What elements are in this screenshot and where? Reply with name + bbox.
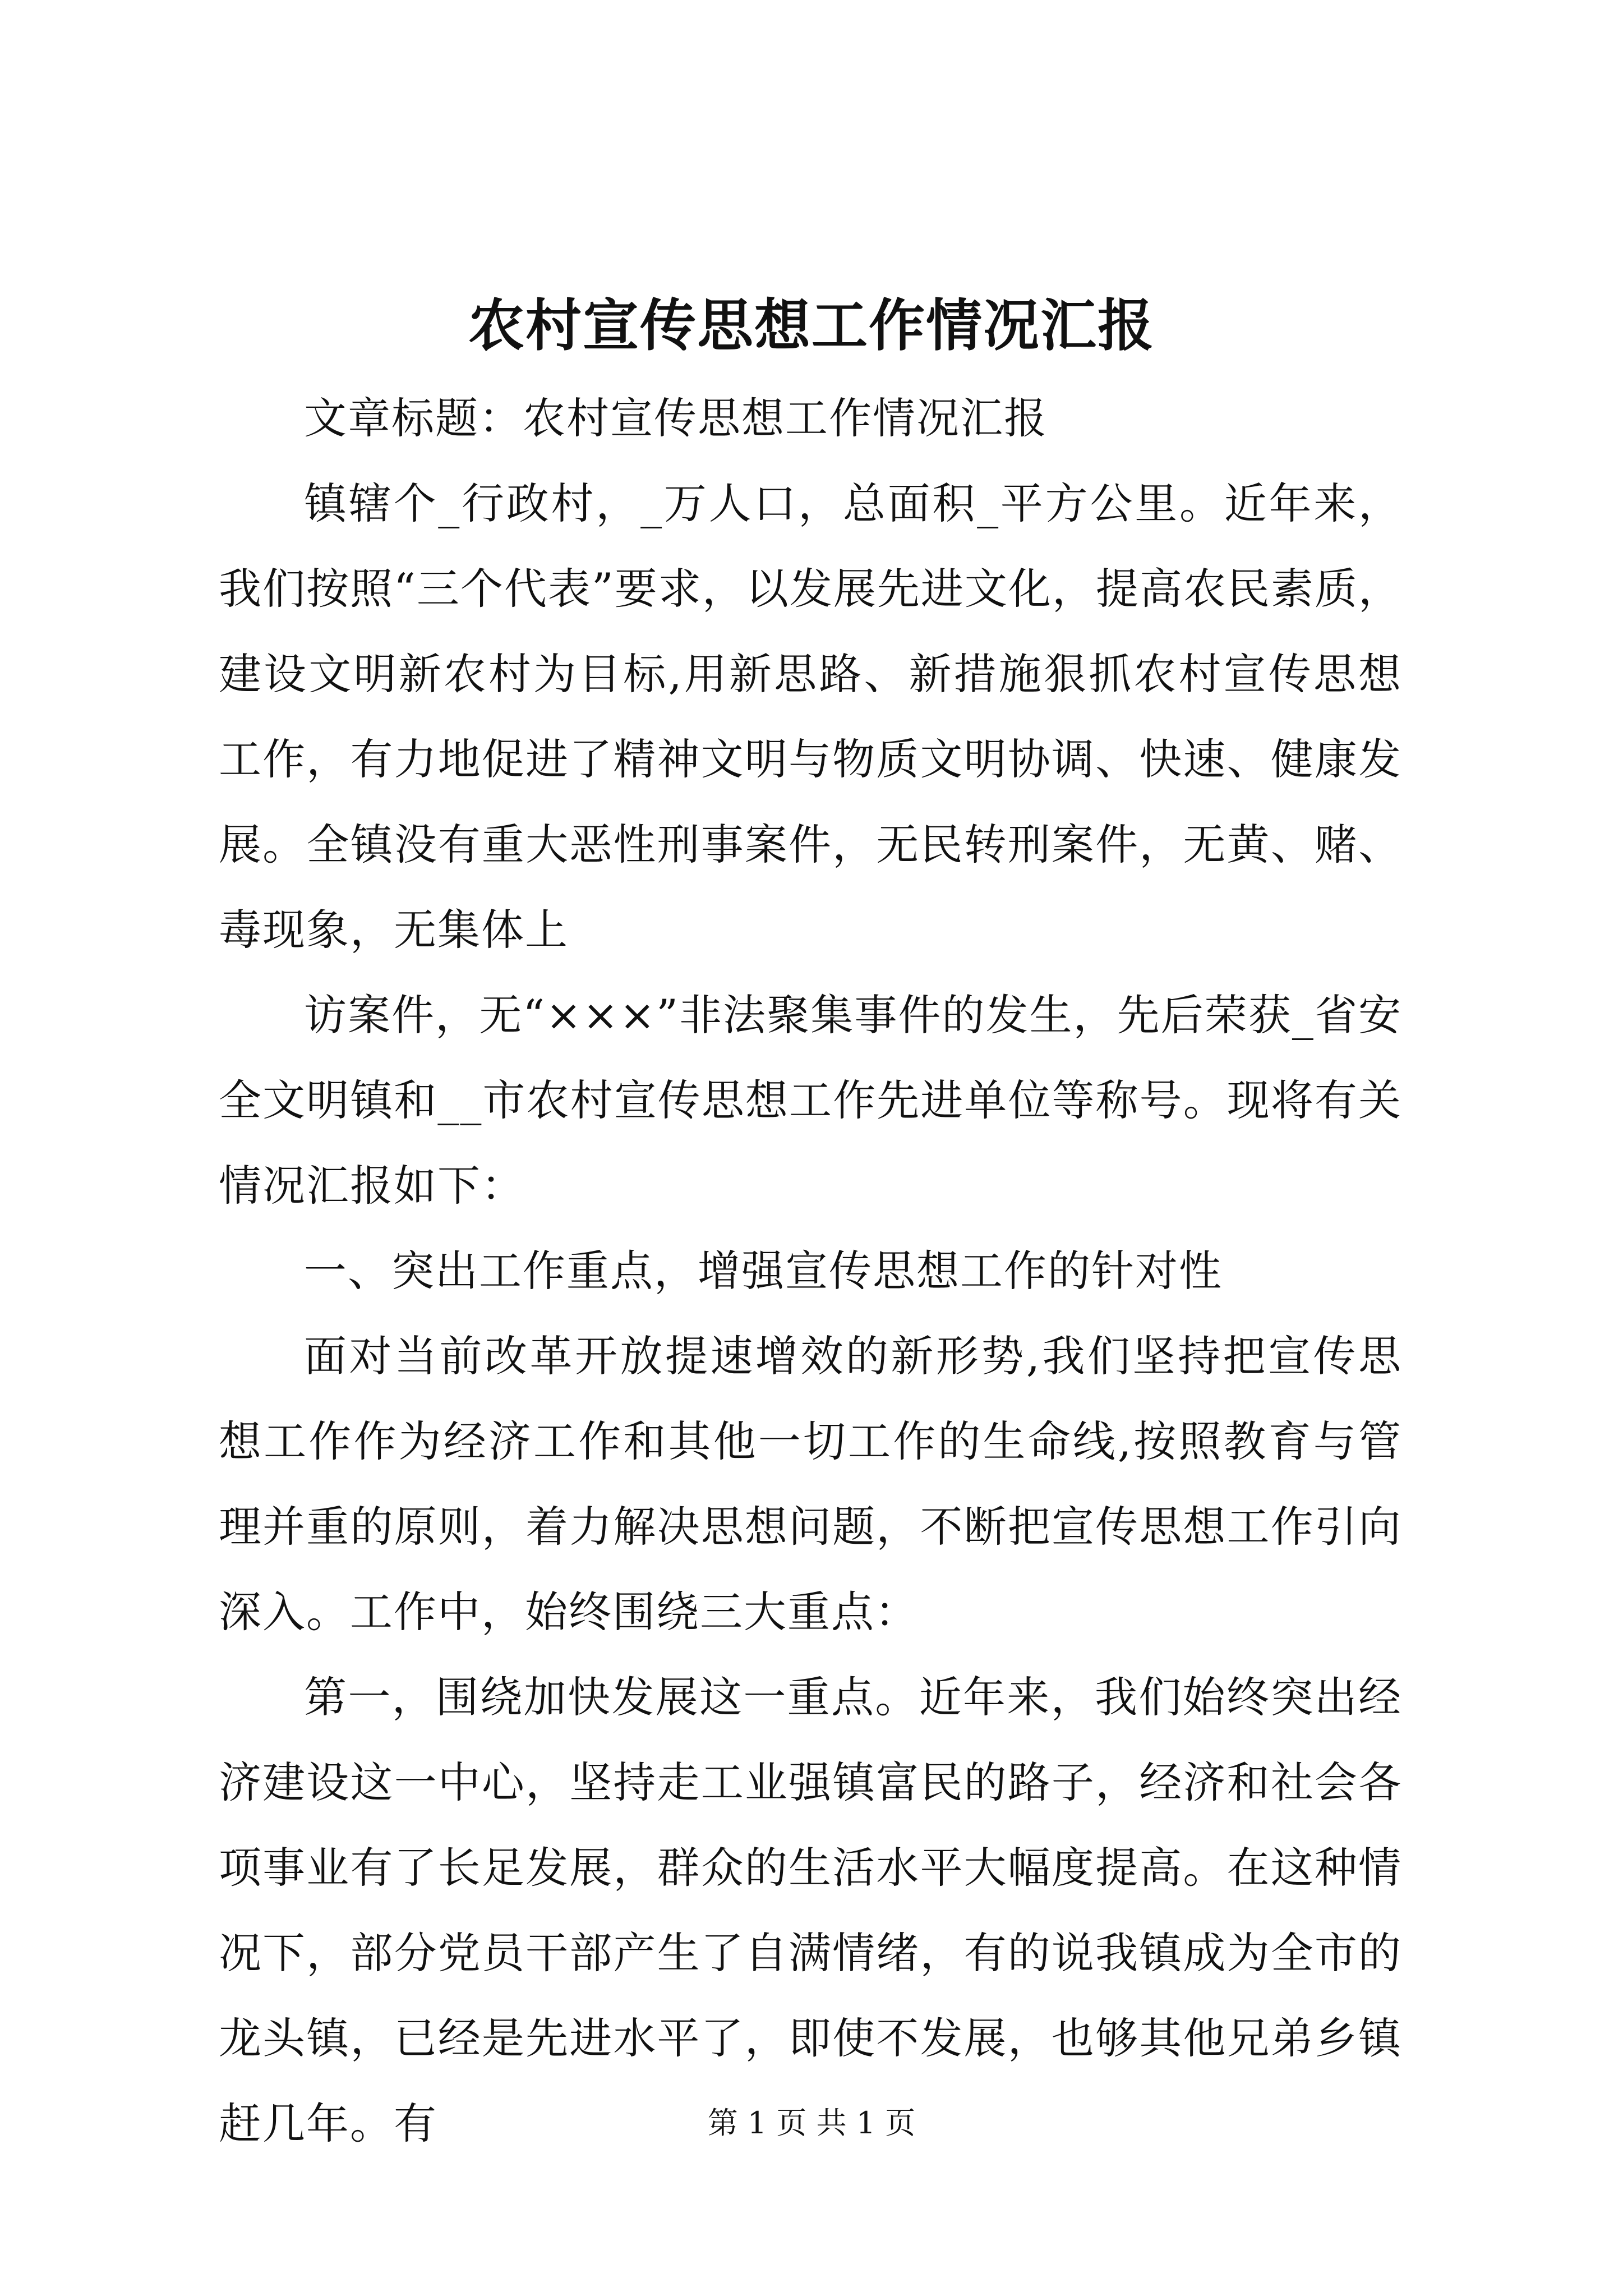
document-body: [219, 376, 1402, 2166]
paragraph-section-1: 面对当前改革开放提速增效的新形势,我们坚持把宣传思想工作作为经济工作和其他一切工作的生命线,按照教育与管理并重的原则，着力解决思想问题，不断把宣传思想工作引向深入。工作中，始终围绕三大重点：: [219, 1331, 1402, 1637]
paragraph-article-title: 文章标题：农村宣传思想工作情况汇报: [304, 393, 1048, 443]
page-footer: 第 1 页 共 1 页: [707, 2105, 916, 2141]
paragraph-intro-continued: 访案件，无“×××”非法聚集事件的发生，先后荣获_省安全文明镇和__市农村宣传思想工作先进单位等称号。现将有关情况汇报如下：: [219, 990, 1402, 1211]
paragraph-point-1: 第一，围绕加快发展这一重点。近年来，我们始终突出经济建设这一中心，坚持走工业强镇富民的路子，经济和社会各项事业有了长足发展，群众的生活水平大幅度提高。在这种情况下，部分党员干部产生了自满情绪，有的说我镇成为全市的龙头镇，已经是先进水平了，即使不发展，也够其他兄弟乡镇赶几年。有: [219, 1672, 1402, 2148]
paragraph-intro: 镇辖个_行政村，_万人口，总面积_平方公里。近年来，我们按照“三个代表”要求，以发展先进文化，提高农民素质，建设文明新农村为目标,用新思路、新措施狠抓农村宣传思想工作，有力地促进了精神文明与物质文明协调、快速、健康发展。全镇没有重大恶性刑事案件，无民转刑案件，无黄、赌、毒现象，无集体上: [219, 478, 1402, 955]
document-title: 农村宣传思想工作情况汇报: [468, 292, 1155, 358]
section-heading-1: 一、突出工作重点，增强宣传思想工作的针对性: [304, 1246, 1223, 1296]
